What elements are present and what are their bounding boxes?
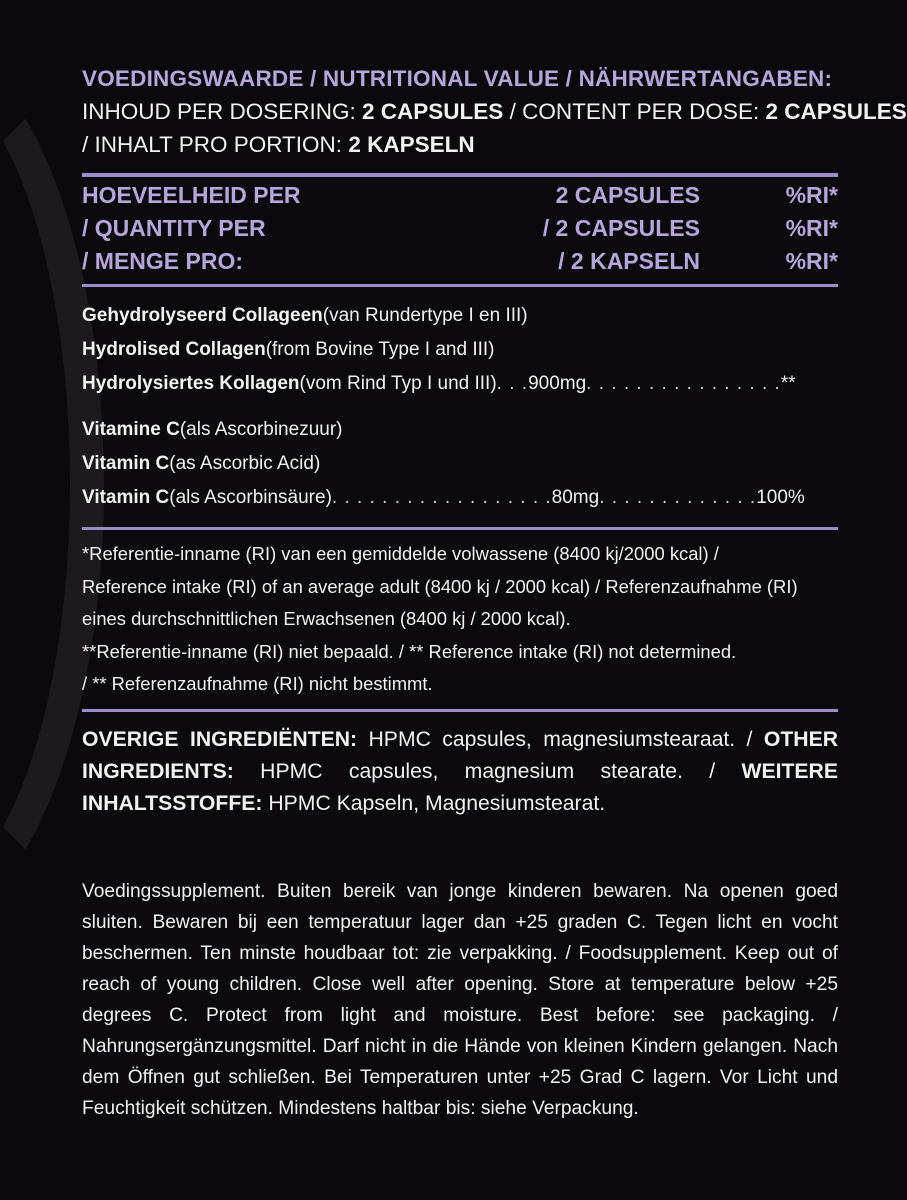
nutrient-amount: 900mg	[528, 373, 587, 394]
dose-line: INHOUD PER DOSERING: 2 CAPSULES / CONTENT PER DOSE: 2 CAPSULES	[82, 99, 907, 124]
table-header-row	[82, 212, 838, 245]
footnote-line: Reference intake (RI) of an average adult (8400 kj / 2000 kcal) / Referenzaufnahme (RI)	[82, 575, 798, 597]
nutrient-collagen	[82, 299, 838, 401]
divider	[82, 284, 838, 287]
divider	[82, 527, 838, 530]
table-header-row	[82, 179, 838, 212]
footnote-line: eines durchschnittlichen Erwachsenen (8400 kj / 2000 kcal).	[82, 608, 571, 629]
dose-line-de: / INHALT PRO PORTION: 2 KAPSELN	[82, 132, 475, 157]
nutrient-line: Vitamine C (als Ascorbinezuur)	[82, 419, 343, 440]
amount-label: 2 CAPSULES	[555, 182, 700, 208]
table-header-row	[82, 245, 838, 278]
nutrient-line: Hydrolysiertes Kollagen (vom Rind Typ I und III) . . . 900mg . . . . . . . . . . . . . . . . **	[82, 367, 838, 401]
other-ingredients: OVERIGE INGREDIËNTEN: HPMC capsules, magnesiumstearaat. / OTHER INGREDIENTS: HPMC capsules, magnesium stearate. / WEITERE INHALTSSTOFFE: HPMC Kapseln, Magnesiumstearat.	[82, 727, 839, 815]
table-header	[82, 179, 838, 278]
nutrient-vitamin-c	[82, 413, 838, 515]
footnote-line: / ** Referenzaufnahme (RI) nicht bestimmt.	[82, 673, 433, 694]
divider	[82, 709, 838, 712]
nutrient-line: Hydrolised Collagen (from Bovine Type I and III)	[82, 339, 495, 360]
nutrient-ri: 100%	[756, 487, 805, 508]
footnote-line: **Referentie-inname (RI) niet bepaald. / ** Reference intake (RI) not determined.	[82, 640, 737, 662]
nutrient-line: Vitamin C (als Ascorbinsäure) . . . . . . . . . . . . . . . . . . 80mg . . . . . . . . . . . . . 100%	[82, 481, 838, 515]
footnote-line: *Referentie-inname (RI) van een gemiddelde volwassene (8400 kj/2000 kcal) /	[82, 543, 719, 564]
nutrient-line: Vitamin C (as Ascorbic Acid)	[82, 453, 321, 474]
nutrition-label	[82, 62, 907, 1124]
nutrient-ri: **	[780, 373, 796, 394]
nutrient-amount: 80mg	[551, 487, 600, 508]
amount-label: / 2 CAPSULES	[542, 215, 700, 241]
ri-label: %RI*	[785, 215, 838, 241]
amount-label: / 2 KAPSELN	[558, 248, 700, 274]
ri-label: %RI*	[785, 248, 838, 274]
storage-description: Voedingssupplement. Buiten bereik van jonge kinderen bewaren. Na openen goed sluiten. Bewaren bij een temperatuur lager dan +25 graden C. Tegen licht en vocht beschermen. Ten minste houdbaar tot: zie verpakking. / Foodsupplement. Keep out of reach of young children. Close well after opening. Store at temperature below +25 degrees C. Protect from light and moisture. Best before: see packaging. / Nahrungsergänzungsmittel. Darf nicht in die Hände von kleinen Kindern gelangen. Nach dem Öffnen gut schließen. Bei Temperaturen unter +25 Grad C lagern. Vor Licht und Feuchtigkeit schützen. Mindestens haltbar bis: siehe Verpackung.	[82, 880, 838, 1119]
quantity-label: HOEVEELHEID PER	[82, 182, 301, 208]
divider	[82, 173, 838, 177]
nutrition-title: VOEDINGSWAARDE / NUTRITIONAL VALUE / NÄHRWERTANGABEN:	[82, 66, 833, 91]
ri-label: %RI*	[785, 182, 838, 208]
footnotes	[82, 538, 838, 701]
quantity-label: / QUANTITY PER	[82, 215, 266, 241]
nutrient-line: Gehydrolyseerd Collageen (van Rundertype I en III)	[82, 305, 528, 326]
quantity-label: / MENGE PRO:	[82, 248, 244, 274]
